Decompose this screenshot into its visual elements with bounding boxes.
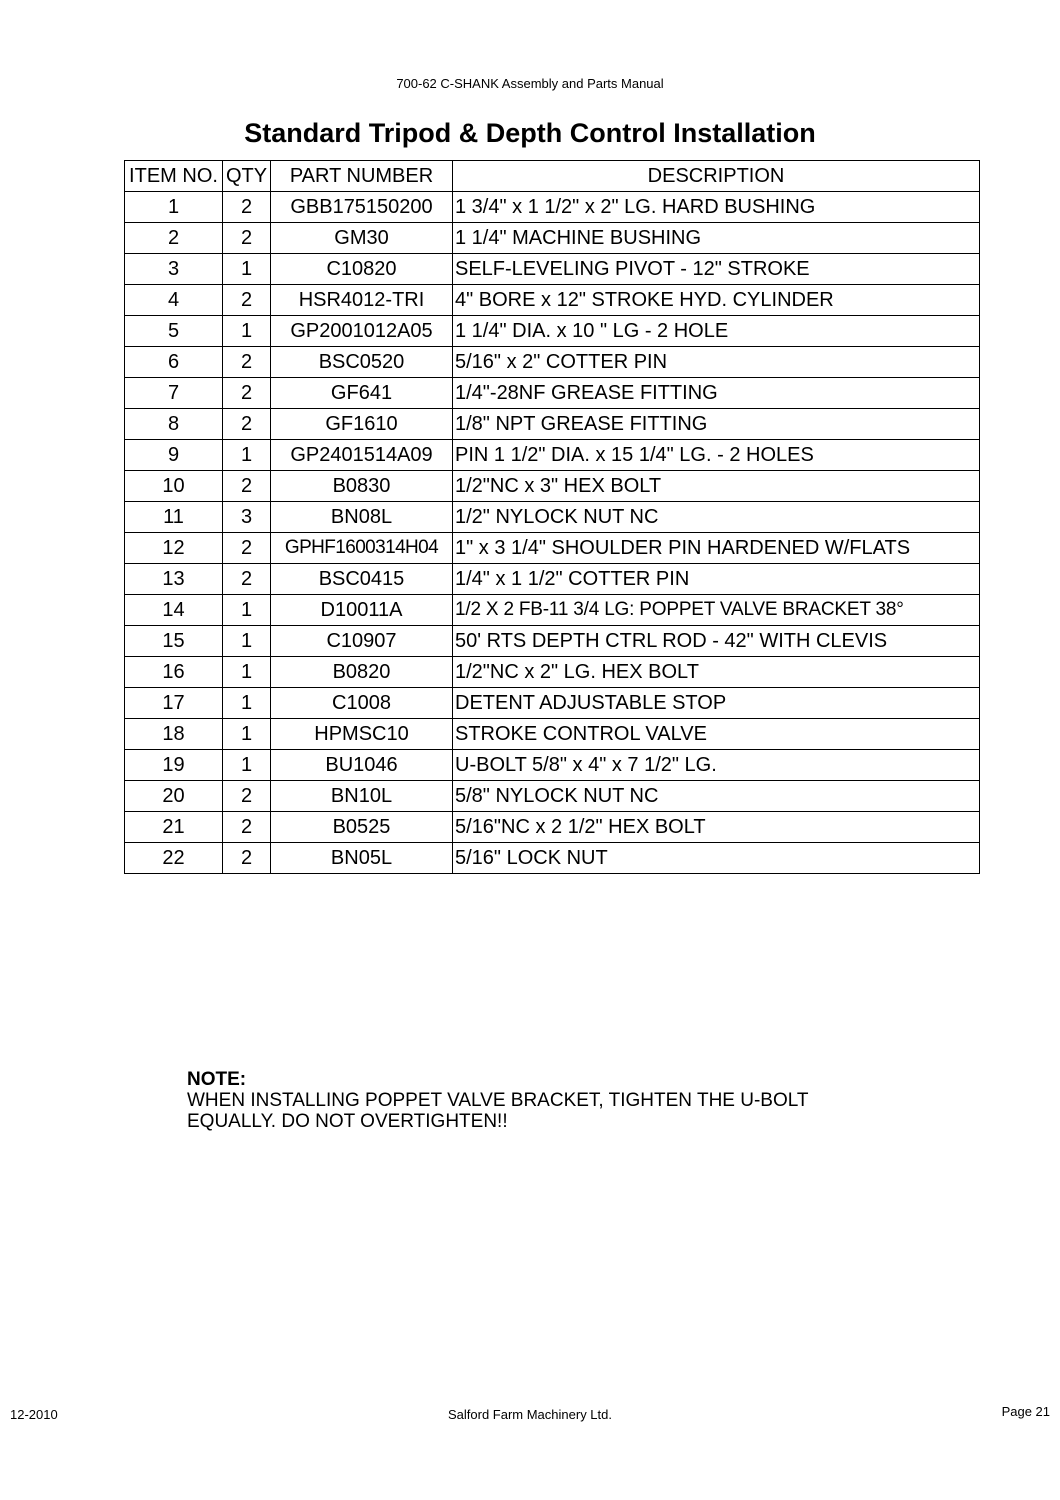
table-row [125,316,980,347]
table-row [125,812,980,843]
table-row [125,223,980,254]
qty-cell: 2 [223,378,271,409]
table-row [125,502,980,533]
table-row [125,440,980,471]
description-cell: 5/16"NC x 2 1/2" HEX BOLT [453,812,980,843]
item-no-cell: 20 [125,781,223,812]
parts-table-body [125,192,980,874]
item-no-cell: 15 [125,626,223,657]
qty-cell: 2 [223,285,271,316]
description-cell: 5/8" NYLOCK NUT NC [453,781,980,812]
item-no-cell: 21 [125,812,223,843]
qty-cell: 2 [223,223,271,254]
table-row [125,471,980,502]
table-row [125,254,980,285]
description-cell: 1/4" x 1 1/2" COTTER PIN [453,564,980,595]
item-no-cell: 10 [125,471,223,502]
qty-cell: 1 [223,626,271,657]
footer-date: 12-2010 [10,1407,58,1422]
qty-cell: 3 [223,502,271,533]
description-cell: 1 1/4" DIA. x 10 " LG - 2 HOLE [453,316,980,347]
description-cell: 50' RTS DEPTH CTRL ROD - 42" WITH CLEVIS [453,626,980,657]
table-header-row [125,161,980,192]
item-no-cell: 11 [125,502,223,533]
qty-cell: 1 [223,688,271,719]
item-no-cell: 4 [125,285,223,316]
column-header-qty: QTY [223,161,271,192]
qty-cell: 1 [223,750,271,781]
item-no-cell: 6 [125,347,223,378]
description-cell: PIN 1 1/2" DIA. x 15 1/4" LG. - 2 HOLES [453,440,980,471]
item-no-cell: 12 [125,533,223,564]
item-no-cell: 1 [125,192,223,223]
qty-cell: 2 [223,471,271,502]
item-no-cell: 18 [125,719,223,750]
part-number-cell: GM30 [271,223,453,254]
column-header-part-number: PART NUMBER [271,161,453,192]
description-cell: 1" x 3 1/4" SHOULDER PIN HARDENED W/FLATS [453,533,980,564]
qty-cell: 2 [223,533,271,564]
part-number-cell: HPMSC10 [271,719,453,750]
table-row [125,192,980,223]
description-cell: 1/8" NPT GREASE FITTING [453,409,980,440]
item-no-cell: 14 [125,595,223,626]
item-no-cell: 3 [125,254,223,285]
item-no-cell: 19 [125,750,223,781]
item-no-cell: 17 [125,688,223,719]
part-number-cell: B0525 [271,812,453,843]
item-no-cell: 16 [125,657,223,688]
description-cell: STROKE CONTROL VALVE [453,719,980,750]
description-cell: 1 1/4" MACHINE BUSHING [453,223,980,254]
qty-cell: 1 [223,254,271,285]
table-row [125,688,980,719]
item-no-cell: 8 [125,409,223,440]
table-row [125,285,980,316]
table-row [125,750,980,781]
item-no-cell: 2 [125,223,223,254]
qty-cell: 1 [223,316,271,347]
description-cell: 1/2"NC x 2" LG. HEX BOLT [453,657,980,688]
description-cell: 1/2" NYLOCK NUT NC [453,502,980,533]
qty-cell: 1 [223,440,271,471]
table-row [125,564,980,595]
column-header-item-no: ITEM NO. [125,161,223,192]
manual-header-title: 700-62 C-SHANK Assembly and Parts Manual [396,76,664,91]
item-no-cell: 7 [125,378,223,409]
description-cell: 4" BORE x 12" STROKE HYD. CYLINDER [453,285,980,316]
qty-cell: 2 [223,843,271,874]
table-row [125,347,980,378]
qty-cell: 1 [223,595,271,626]
part-number-cell: GPHF1600314H04 [271,533,453,564]
part-number-cell: GF641 [271,378,453,409]
description-cell: 5/16" LOCK NUT [453,843,980,874]
column-header-description: DESCRIPTION [453,161,980,192]
table-row [125,719,980,750]
footer-page-number: Page 21 [1001,1404,1050,1419]
part-number-cell: B0830 [271,471,453,502]
description-cell: 1/4"-28NF GREASE FITTING [453,378,980,409]
qty-cell: 2 [223,192,271,223]
item-no-cell: 22 [125,843,223,874]
part-number-cell: HSR4012-TRI [271,285,453,316]
part-number-cell: GP2001012A05 [271,316,453,347]
part-number-cell: D10011A [271,595,453,626]
part-number-cell: B0820 [271,657,453,688]
part-number-cell: BN08L [271,502,453,533]
description-cell: DETENT ADJUSTABLE STOP [453,688,980,719]
part-number-cell: BSC0520 [271,347,453,378]
qty-cell: 2 [223,812,271,843]
qty-cell: 1 [223,719,271,750]
qty-cell: 2 [223,564,271,595]
installation-note [187,1069,947,1132]
part-number-cell: BN05L [271,843,453,874]
note-label: NOTE: [187,1069,247,1090]
table-row [125,533,980,564]
description-cell: 1/2"NC x 3" HEX BOLT [453,471,980,502]
table-row [125,843,980,874]
description-cell: U-BOLT 5/8" x 4" x 7 1/2" LG. [453,750,980,781]
page-title: Standard Tripod & Depth Control Installation [244,118,816,148]
description-cell: 5/16" x 2" COTTER PIN [453,347,980,378]
part-number-cell: GF1610 [271,409,453,440]
item-no-cell: 5 [125,316,223,347]
part-number-cell: GP2401514A09 [271,440,453,471]
qty-cell: 2 [223,347,271,378]
part-number-cell: C10820 [271,254,453,285]
qty-cell: 1 [223,657,271,688]
parts-table [124,160,980,874]
note-line-1: WHEN INSTALLING POPPET VALVE BRACKET, TIGHTEN THE U-BOLT [187,1090,809,1111]
table-row [125,781,980,812]
table-row [125,595,980,626]
part-number-cell: C10907 [271,626,453,657]
part-number-cell: BN10L [271,781,453,812]
qty-cell: 2 [223,409,271,440]
description-cell: 1/2 X 2 FB-11 3/4 LG: POPPET VALVE BRACKET 38° [453,595,980,626]
part-number-cell: GBB175150200 [271,192,453,223]
table-row [125,657,980,688]
table-row [125,409,980,440]
part-number-cell: BSC0415 [271,564,453,595]
qty-cell: 2 [223,781,271,812]
part-number-cell: C1008 [271,688,453,719]
description-cell: 1 3/4" x 1 1/2" x 2" LG. HARD BUSHING [453,192,980,223]
item-no-cell: 9 [125,440,223,471]
part-number-cell: BU1046 [271,750,453,781]
footer-company: Salford Farm Machinery Ltd. [447,1407,612,1422]
table-row [125,626,980,657]
description-cell: SELF-LEVELING PIVOT - 12" STROKE [453,254,980,285]
note-line-2: EQUALLY. DO NOT OVERTIGHTEN!! [187,1111,508,1132]
table-row [125,378,980,409]
item-no-cell: 13 [125,564,223,595]
